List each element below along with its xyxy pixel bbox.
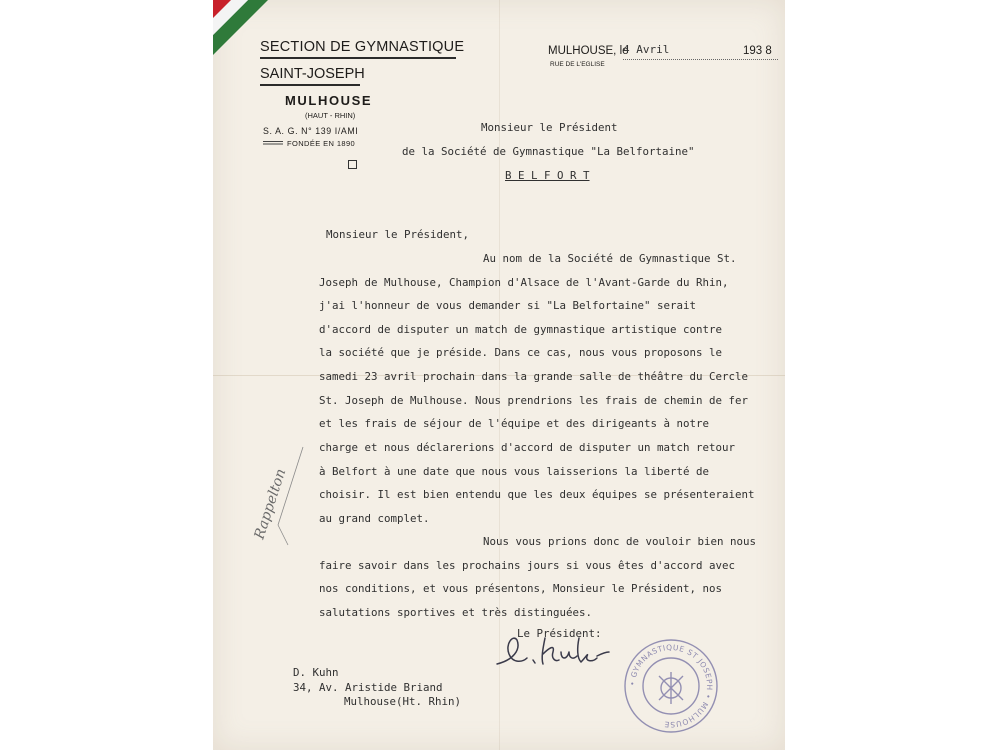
letterhead-subtitle: SAINT-JOSEPH [260,66,365,82]
recipient-line: de la Société de Gymnastique "La Belfortaine" [402,145,695,158]
handwritten-signature [493,630,613,675]
sender-city: Mulhouse(Ht. Rhin) [344,695,462,708]
body-line: Joseph de Mulhouse, Champion d'Alsace de l'Avant-Garde du Rhin, [319,276,729,289]
date-year: 193 8 [743,45,772,57]
margin-annotation [233,445,313,550]
body-line: j'ai l'honneur de vous demander si "La Belfortaine" serait [319,299,697,312]
letterhead-founded: FONDÉE EN 1890 [287,139,356,148]
closing: Le Président: [517,627,602,640]
body-line: Nous vous prions donc de vouloir bien nous [483,535,757,548]
letterhead-checkbox [348,160,357,169]
letterhead-rule [260,57,456,59]
salutation: Monsieur le Président, [326,228,470,241]
date-place: MULHOUSE, le [548,45,629,57]
body-line: St. Joseph de Mulhouse. Nous prendrions les frais de chemin de fer [319,394,749,407]
sender-address: 34, Av. Aristide Briand [293,681,443,694]
body-line: faire savoir dans les prochains jours si vous êtes d'accord avec [319,559,736,572]
body-line: au grand complet. [319,512,430,525]
body-line: samedi 23 avril prochain dans la grande salle de théâtre du Cercle [319,370,749,383]
letterhead-region: (HAUT - RHIN) [305,111,356,120]
date-dotted-line [623,59,778,60]
sender-name: D. Kuhn [293,666,339,679]
body-line: la société que je préside. Dans ce cas, nous vous proposons le [319,346,723,359]
body-line: d'accord de disputer un match de gymnastique artistique contre [319,323,723,336]
recipient-line: Monsieur le Président [481,121,618,134]
body-line: Au nom de la Société de Gymnastique St. [483,252,737,265]
letterhead-rule [260,84,360,86]
club-stamp [621,636,721,736]
date-day: 4 Avril [623,43,670,56]
body-line: à Belfort à une date que nous vous laisserions la liberté de [319,465,710,478]
body-line: et les frais de séjour de l'équipe et des dirigeants à notre [319,417,710,430]
letterhead-title: SECTION DE GYMNASTIQUE [260,39,465,55]
body-line: choisir. Il est bien entendu que les deux équipes se présenteraient [319,488,755,501]
letterhead-city: MULHOUSE [285,93,373,108]
body-line: charge et nous déclarerions d'accord de disputer un match retour [319,441,736,454]
recipient-city: B E L F O R T [505,169,590,182]
annotation-text: Rappelton [251,466,290,542]
letterhead-ornament [263,141,283,146]
date-street: RUE DE L'EGLISE [550,61,605,68]
body-line: nos conditions, et vous présentons, Monsieur le Président, nos [319,582,723,595]
letterhead-registration: S. A. G. N° 139 I/AMI [263,126,359,136]
stamp-text: • GYMNASTIQUE ST JOSEPH • MULHOUSE [627,642,715,730]
letter-page [213,0,785,750]
body-line: salutations sportives et très distinguées. [319,606,593,619]
